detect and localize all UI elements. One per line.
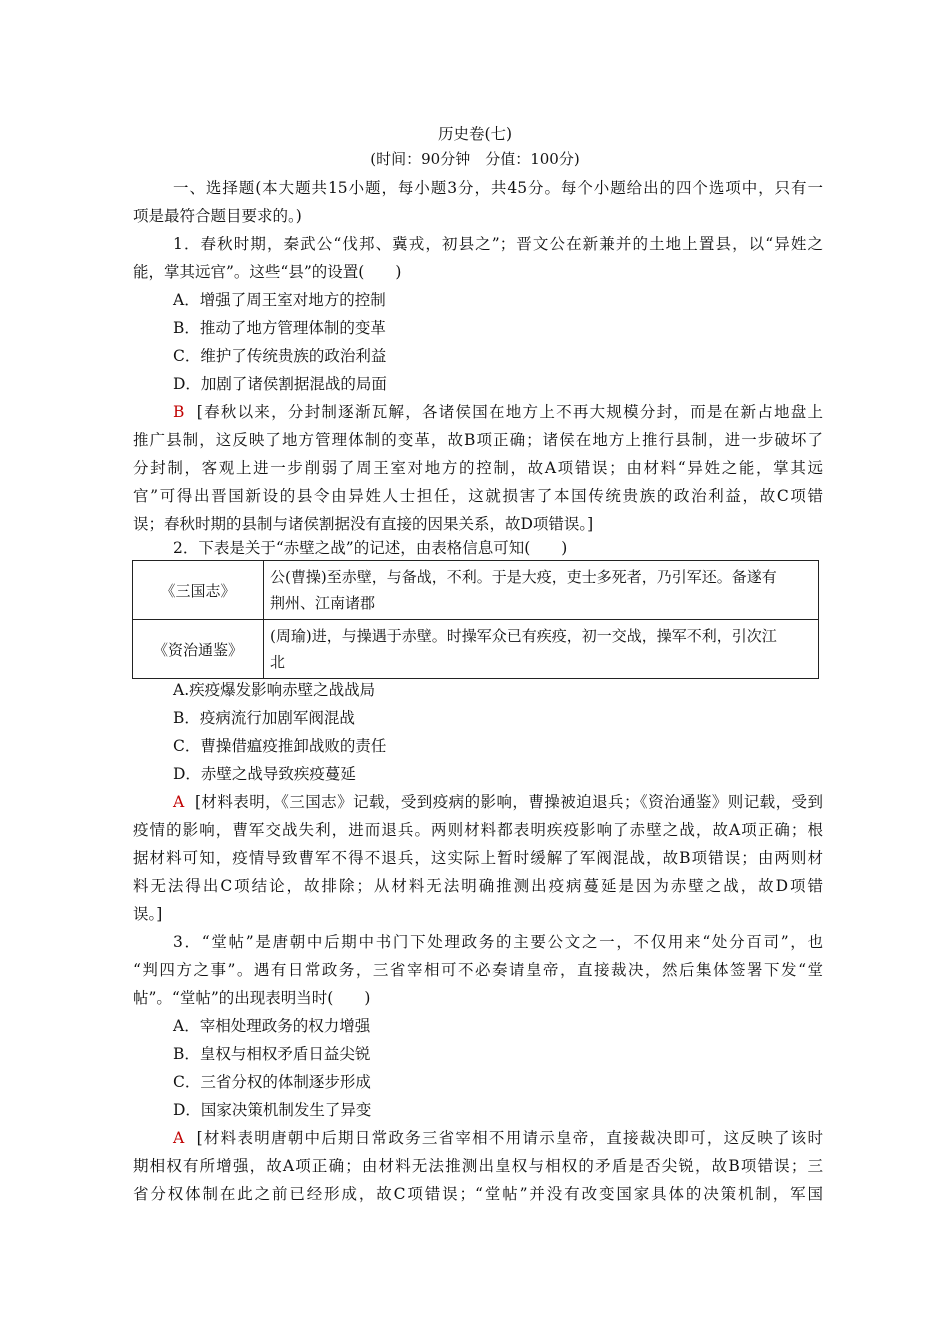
q3-explanation: A [材料表明唐朝中后期日常政务三省宰相不用请示皇帝，直接裁决即可，这反映了该时 (173, 1129, 823, 1147)
q3-explanation-l3: 省分权体制在此之前已经形成，故C项错误；“堂帖”并没有改变国家具体的决策机制，军国 (133, 1185, 823, 1203)
q1-stem: 1．春秋时期，秦武公“伐邦、冀戎，初县之”；晋文公在新兼并的土地上置县，以“异姓之 (173, 235, 823, 253)
q3-answer: A (173, 1129, 185, 1147)
table-source-cell: 《资治通鉴》 (133, 620, 264, 679)
table-row (133, 561, 819, 620)
exam-title: 历史卷(七) (437, 125, 513, 143)
q3-stem: 3．“堂帖”是唐朝中后期中书门下处理政务的主要公文之一，不仅用来“处分百司”，也 (173, 933, 823, 951)
q3-option-a: A．宰相处理政务的权力增强 (173, 1017, 371, 1035)
table-text-cell: 公(曹操)至赤壁，与备战，不利。于是大疫，吏士多死者，乃引军还。备遂有 荆州、江南诸郡 (264, 561, 819, 620)
q3-option-d: D．国家决策机制发生了异变 (173, 1101, 372, 1119)
q1-option-b: B．推动了地方管理体制的变革 (173, 319, 386, 337)
q3-option-c: C．三省分权的体制逐步形成 (173, 1073, 371, 1091)
q3-stem-cont2: 帖”。“堂帖”的出现表明当时( ) (133, 989, 371, 1007)
q1-explanation: B [春秋以来，分封制逐渐瓦解，各诸侯国在地方上不再大规模分封，而是在新占地盘上 (173, 403, 823, 421)
q2-explanation: A [材料表明，《三国志》记载，受到疫病的影响，曹操被迫退兵；《资治通鉴》则记载，受到 (173, 793, 823, 811)
q1-stem-cont: 能，掌其远官”。这些“县”的设置( ) (133, 263, 402, 281)
q1-answer: B (173, 403, 185, 421)
q3-option-b: B．皇权与相权矛盾日益尖锐 (173, 1045, 371, 1063)
table-text-cell: (周瑜)进，与操遇于赤壁。时操军众已有疾疫，初一交战，操军不利，引次江 北 (264, 620, 819, 679)
q1-explanation-l4: 官”可得出晋国新设的县令由异姓人士担任，这就损害了本国传统贵族的政治利益，故C项错 (133, 487, 823, 505)
q3-stem-cont: “判四方之事”。遇有日常政务，三省宰相可不必奏请皇帝，直接裁决，然后集体签署下发“堂 (133, 961, 823, 979)
q1-option-a: A．增强了周王室对地方的控制 (173, 291, 386, 309)
q1-option-d: D．加剧了诸侯割据混战的局面 (173, 375, 387, 393)
section-heading-cont: 项是最符合题目要求的。) (133, 207, 302, 225)
q2-explanation-l2: 疫情的影响，曹军交战失利，进而退兵。两则材料都表明疾疫影响了赤壁之战，故A项正确；根 (133, 821, 823, 839)
table-row (133, 620, 819, 679)
q1-explanation-l2: 推广县制，这反映了地方管理体制的变革，故B项正确；诸侯在地方上推行县制，进一步破坏了 (133, 431, 823, 449)
section-heading: 一、选择题(本大题共15小题，每小题3分，共45分。每个小题给出的四个选项中，只有一 (173, 179, 823, 197)
q2-source-table (132, 560, 819, 679)
q2-explanation-l5: 误。] (133, 905, 163, 923)
q1-explanation-l5: 误；春秋时期的县制与诸侯割据没有直接的因果关系，故D项错误。] (133, 515, 594, 533)
q2-stem: 2．下表是关于“赤壁之战”的记述，由表格信息可知( ) (173, 539, 568, 557)
table-source-cell: 《三国志》 (133, 561, 264, 620)
exam-subtitle: (时间：90分钟 分值：100分) (370, 150, 580, 168)
q2-option-a: A.疾疫爆发影响赤壁之战战局 (173, 681, 376, 699)
q2-answer: A (173, 793, 185, 811)
q2-option-c: C．曹操借瘟疫推卸战败的责任 (173, 737, 387, 755)
q1-explanation-l3: 分封制，客观上进一步削弱了周王室对地方的控制，故A项错误；由材料“异姓之能，掌其远 (133, 459, 823, 477)
q3-explanation-l2: 期相权有所增强，故A项正确；由材料无法推测出皇权与相权的矛盾是否尖锐，故B项错误；三 (133, 1157, 823, 1175)
q2-option-b: B．疫病流行加剧军阀混战 (173, 709, 355, 727)
q1-option-c: C．维护了传统贵族的政治利益 (173, 347, 387, 365)
q2-option-d: D．赤壁之战导致疾疫蔓延 (173, 765, 356, 783)
q2-explanation-l3: 据材料可知，疫情导致曹军不得不退兵，这实际上暂时缓解了军阀混战，故B项错误；由两则材 (133, 849, 823, 867)
q2-explanation-l4: 料无法得出C项结论，故排除；从材料无法明确推测出疫病蔓延是因为赤壁之战，故D项错 (133, 877, 823, 895)
